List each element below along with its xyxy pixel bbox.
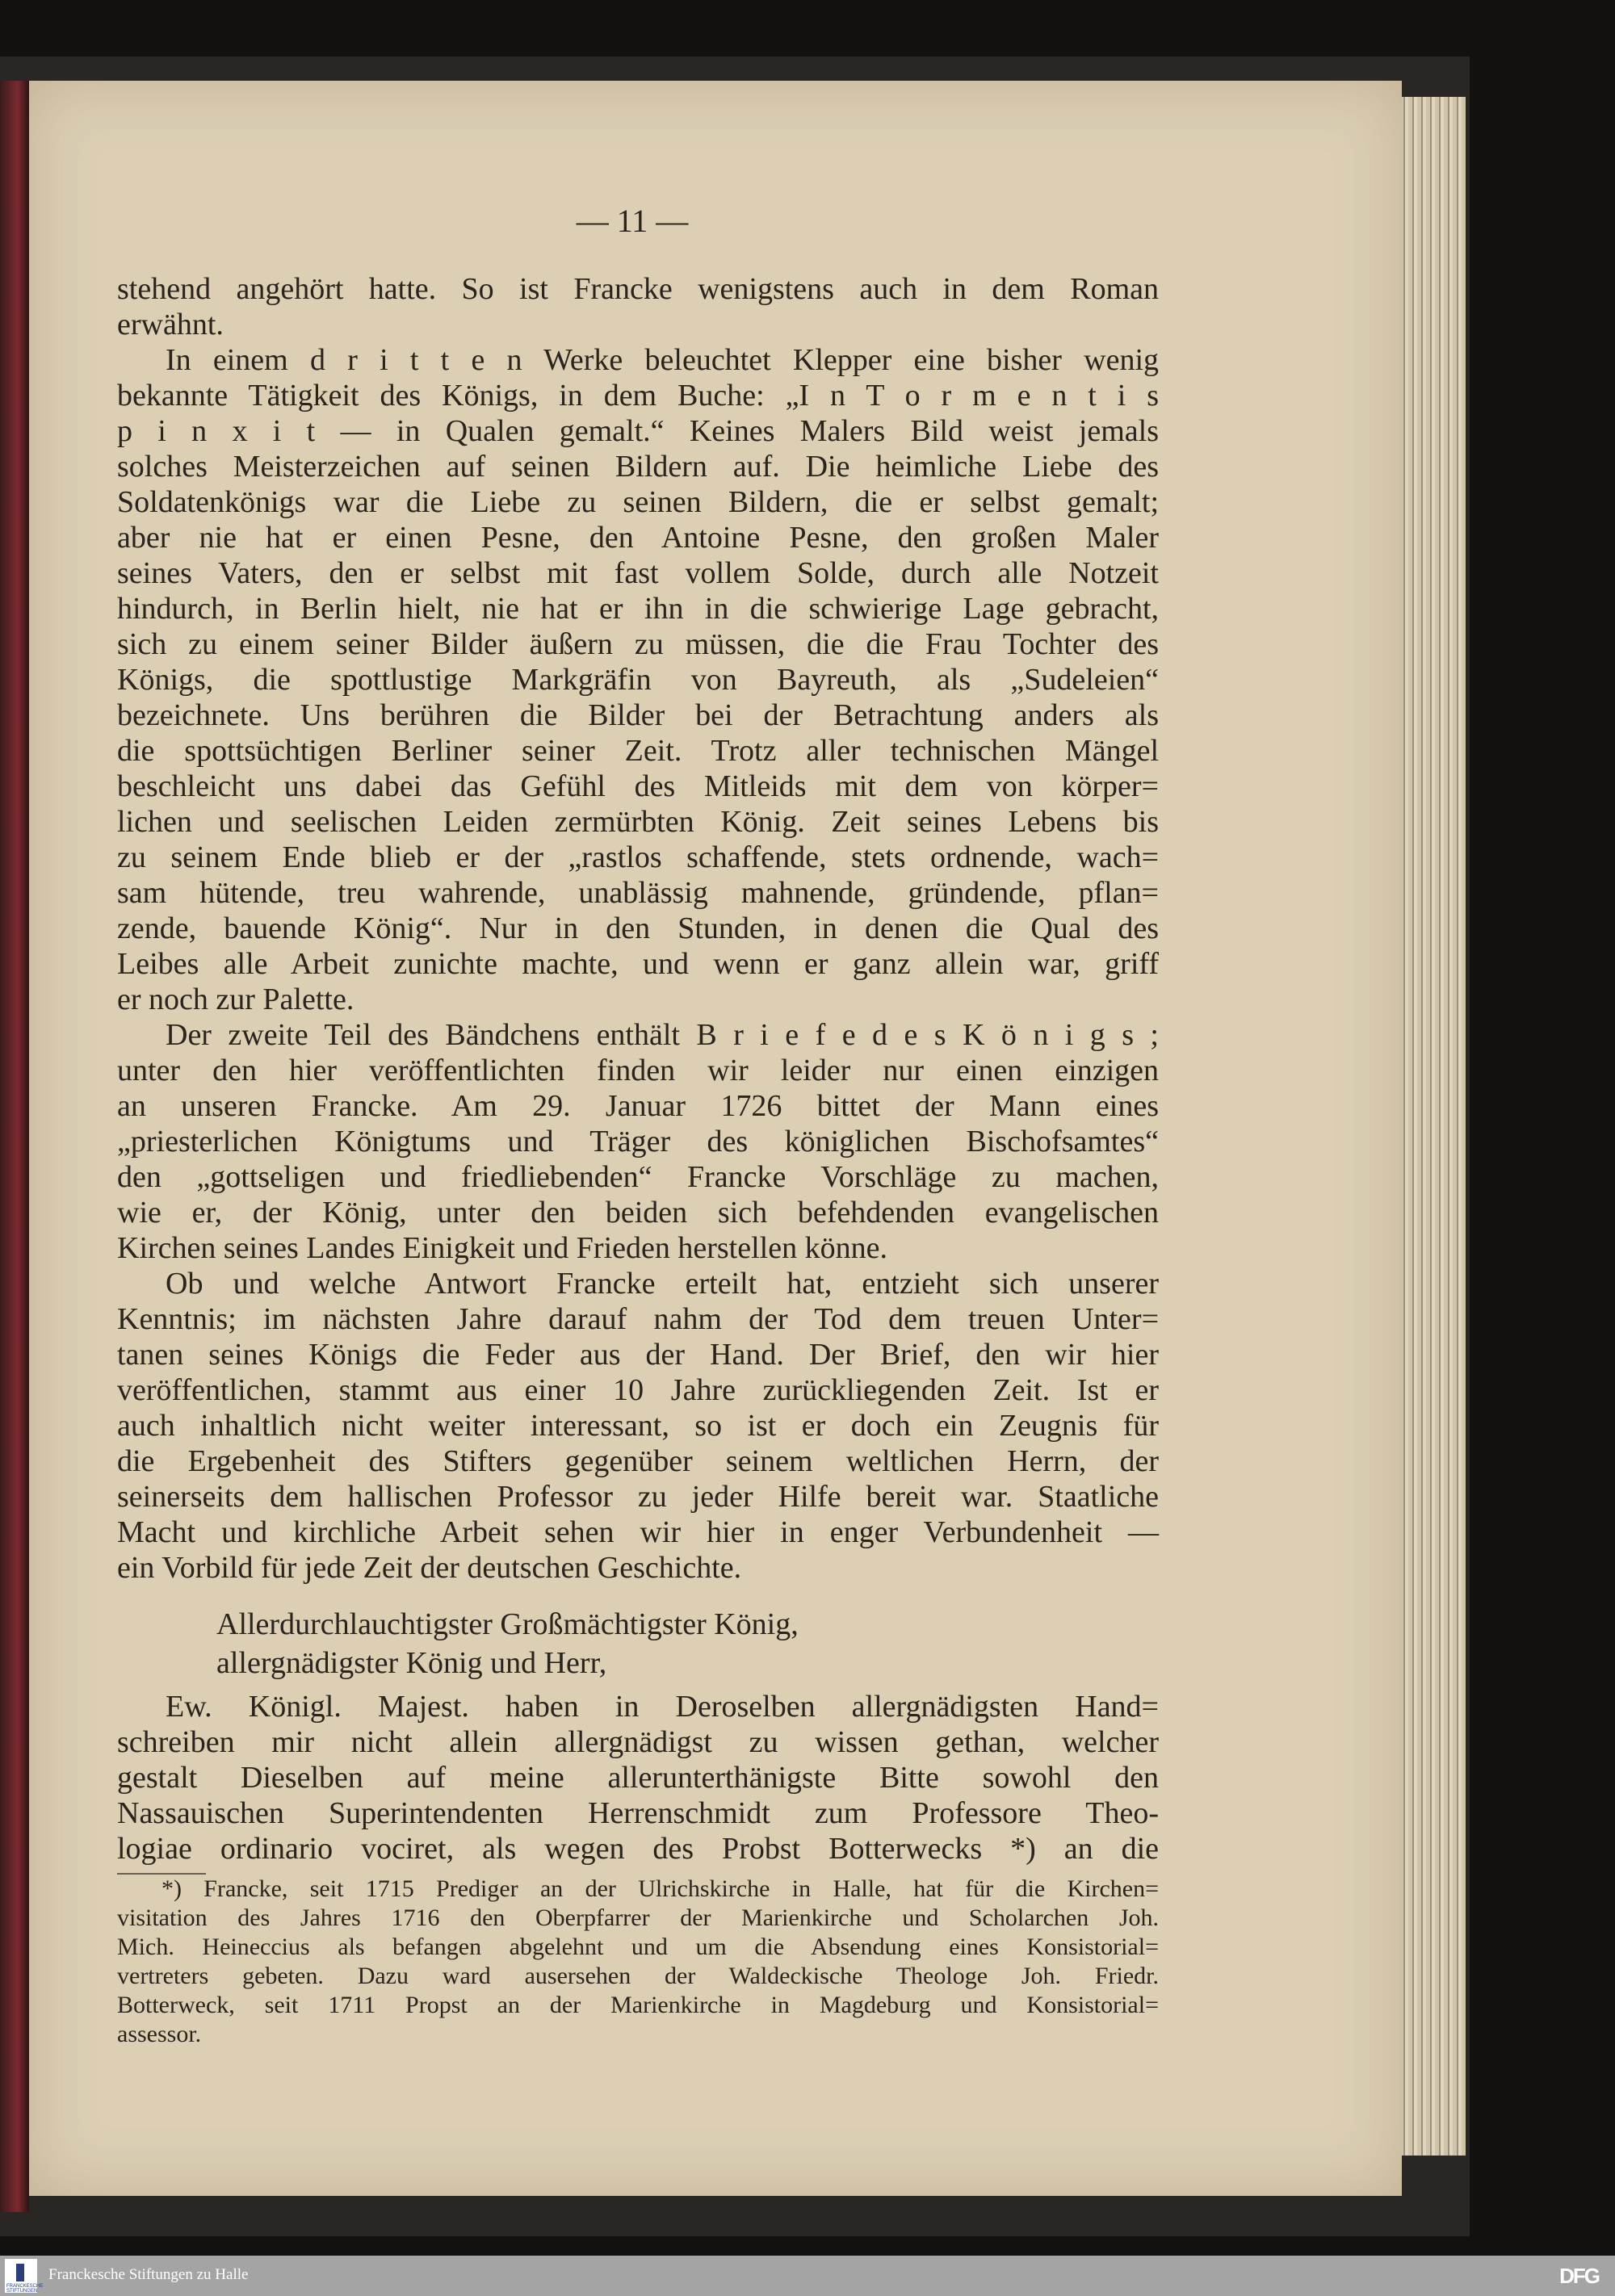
logo-caption: FRANCKESCHE STIFTUNGEN: [6, 2284, 44, 2294]
footnote-line: Mich. Heineccius als befangen abgelehnt und um die Absendung eines Konsistorial=: [117, 1934, 1159, 1960]
body-line: zende, bauende König“. Nur in den Stunden, in denen die Qual des: [117, 911, 1159, 945]
body-line: bezeichnete. Uns berühren die Bilder bei der Betrachtung anders als: [117, 698, 1159, 732]
body-line: Soldatenkönigs war die Liebe zu seinen Bildern, die er selbst gemalt;: [117, 485, 1159, 519]
salutation-line: allergnädigster König und Herr,: [216, 1646, 607, 1680]
letter-line: schreiben mir nicht allein allergnädigst zu wissen gethan, welcher: [117, 1725, 1159, 1759]
body-line: stehend angehört hatte. So ist Francke wenigstens auch in dem Roman: [117, 272, 1159, 306]
body-line: er noch zur Palette.: [117, 983, 354, 1016]
body-line: veröffentlichen, stammt aus einer 10 Jahre zurückliegenden Zeit. Ist er: [117, 1373, 1159, 1407]
body-line: den „gottseligen und friedliebenden“ Francke Vorschläge zu machen,: [117, 1160, 1159, 1194]
letter-line: Ew. Königl. Majest. haben in Deroselben allergnädigsten Hand=: [166, 1690, 1159, 1724]
institution-logo: [5, 2259, 44, 2294]
body-line: beschleicht uns dabei das Gefühl des Mitleids mit dem von körper=: [117, 769, 1159, 803]
body-line: Königs, die spottlustige Markgräfin von Bayreuth, als „Sudeleien“: [117, 663, 1159, 697]
body-line: Kenntnis; im nächsten Jahre darauf nahm der Tod dem treuen Unter=: [117, 1302, 1159, 1336]
body-line: auch inhaltlich nicht weiter interessant, so ist er doch ein Zeugnis für: [117, 1409, 1159, 1443]
logo-figure-icon: [16, 2264, 24, 2281]
institution-name: Franckesche Stiftungen zu Halle: [48, 2266, 249, 2283]
footnote-line: vertreters gebeten. Dazu ward ausersehen der Waldeckische Theologe Joh. Friedr.: [117, 1963, 1159, 1989]
body-line: tanen seines Königs die Feder aus der Hand. Der Brief, den wir hier: [117, 1338, 1159, 1372]
footnote-line: Botterweck, seit 1711 Propst an der Marienkirche in Magdeburg und Konsistorial=: [117, 1992, 1159, 2018]
page-number: — 11 —: [576, 203, 689, 239]
body-line: die spottsüchtigen Berliner seiner Zeit. Trotz aller technischen Mängel: [117, 734, 1159, 768]
body-line: unter den hier veröffentlichten finden wir leider nur einen einzigen: [117, 1054, 1159, 1087]
body-line: Der zweite Teil des Bändchens enthält B r i e f e d e s K ö n i g s ;: [166, 1018, 1159, 1052]
body-line: zu seinem Ende blieb er der „rastlos schaffende, stets ordnende, wach=: [117, 840, 1159, 874]
body-line: sich zu einem seiner Bilder äußern zu müssen, die die Frau Tochter des: [117, 627, 1159, 661]
body-line: aber nie hat er einen Pesne, den Antoine Pesne, den großen Maler: [117, 521, 1159, 555]
body-line: In einem d r i t t e n Werke beleuchtet Klepper eine bisher wenig: [166, 343, 1159, 377]
body-line: Ob und welche Antwort Francke erteilt hat, entzieht sich unserer: [166, 1267, 1159, 1301]
body-line: an unseren Francke. Am 29. Januar 1726 bittet der Mann eines: [117, 1089, 1159, 1123]
body-line: seines Vaters, den er selbst mit fast vollem Solde, durch alle Notzeit: [117, 556, 1159, 590]
letter-line: gestalt Dieselben auf meine allerunterthänigste Bitte sowohl den: [117, 1761, 1159, 1795]
body-line: lichen und seelischen Leiden zermürbten König. Zeit seines Lebens bis: [117, 805, 1159, 839]
body-line: „priesterlichen Königtums und Träger des königlichen Bischofsamtes“: [117, 1125, 1159, 1158]
body-line: p i n x i t — in Qualen gemalt.“ Keines Malers Bild weist jemals: [117, 414, 1159, 448]
body-line: Macht und kirchliche Arbeit sehen wir hier in enger Verbundenheit —: [117, 1515, 1159, 1549]
footnote-rule: [117, 1873, 206, 1875]
letter-line: logiae ordinario vociret, als wegen des Probst Botterwecks *) an die: [117, 1832, 1159, 1866]
body-line: erwähnt.: [117, 308, 224, 341]
dfg-logo: DFG: [1559, 2264, 1599, 2288]
letter-line: Nassauischen Superintendenten Herrenschmidt zum Professore Theo-: [117, 1796, 1159, 1830]
body-line: die Ergebenheit des Stifters gegenüber seinem weltlichen Herrn, der: [117, 1444, 1159, 1478]
body-line: Kirchen seines Landes Einigkeit und Frieden herstellen könne.: [117, 1231, 887, 1265]
red-binding: [0, 81, 29, 2212]
body-line: seinerseits dem hallischen Professor zu jeder Hilfe bereit war. Staatliche: [117, 1480, 1159, 1514]
salutation-line: Allerdurchlauchtigster Großmächtigster König,: [216, 1607, 799, 1641]
footnote-line: assessor.: [117, 2021, 202, 2047]
footnote-line: *) Francke, seit 1715 Prediger an der Ulrichskirche in Halle, hat für die Kirchen=: [162, 1875, 1159, 1902]
body-line: wie er, der König, unter den beiden sich befehdenden evangelischen: [117, 1196, 1159, 1230]
body-line: sam hütende, treu wahrende, unablässig mahnende, gründende, pflan=: [117, 876, 1159, 910]
body-line: Leibes alle Arbeit zunichte machte, und wenn er ganz allein war, griff: [117, 947, 1159, 981]
body-line: bekannte Tätigkeit des Königs, in dem Buche: „I n T o r m e n t i s: [117, 379, 1159, 413]
body-line: hindurch, in Berlin hielt, nie hat er ihn in die schwierige Lage gebracht,: [117, 592, 1159, 626]
footnote-line: visitation des Jahres 1716 den Oberpfarrer der Marienkirche und Scholarchen Joh.: [117, 1904, 1159, 1931]
body-line: ein Vorbild für jede Zeit der deutschen Geschichte.: [117, 1551, 742, 1585]
footer-bar: [0, 2256, 1615, 2296]
body-line: solches Meisterzeichen auf seinen Bildern auf. Die heimliche Liebe des: [117, 450, 1159, 484]
